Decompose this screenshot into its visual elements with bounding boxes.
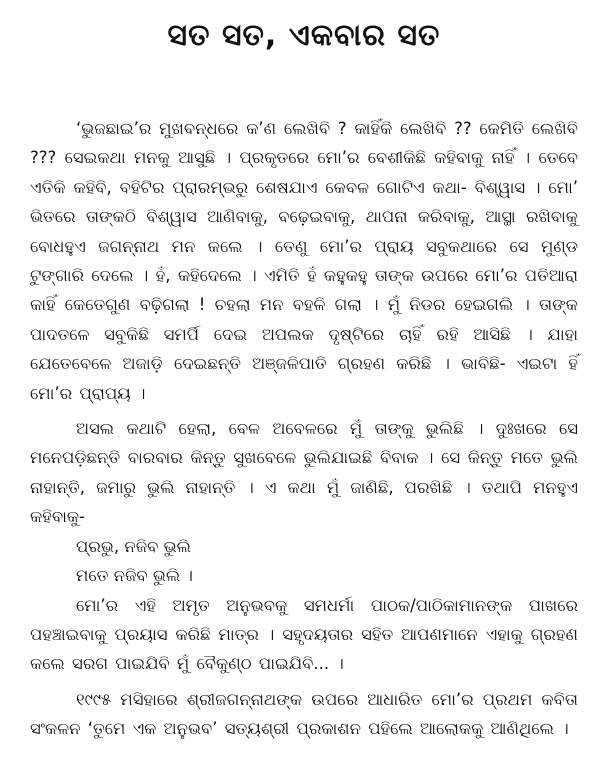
page-title: ସତ ସତ, ଏକବାର ସତ	[167, 18, 441, 53]
paragraph-forgetting: ଅସଲ କଥାଟି ହେଲା, ବେଳ ଅବେଳରେ ମୁଁ ତାଙ୍କୁ ଭୁଲିଛି । ଦୁଃଖରେ ସେ ମନେପଡ଼ିଛନ୍ତି ବାରବାର କିନ୍ତୁ ସୁଖବେଳେ ଭୁଲିଯାଇଛି ବିବାକ । ସେ କିନ୍ତୁ ମତେ ଭୁଲି ନାହାନ୍ତି, ଜମାରୁ ଭୁଲି ନାହାନ୍ତି । ଏ କଥା ମୁଁ ଜାଣିଛି, ପରଖିଛି । ତଥାପି ମନହୁଏ କହିବାକୁ-	[30, 419, 578, 527]
verse-line-1: ପ୍ରଭୁ, ନଜିବ ଭୁଲି	[76, 536, 191, 556]
verse-line-2: ମତେ ନଜିବ ଭୁଲି ।	[76, 566, 193, 586]
paragraph-offering: ମୋ’ର ଏହି ଅମୃତ ଅନୁଭବକୁ ସମଧର୍ମା ପାଠକ/ପାଠିକାମାନଙ୍କ ପାଖରେ ପହଞ୍ଚାଇବାକୁ ପ୍ରୟାସ କରିଛି ମାତ୍ର । ସହୃଦୟତାର ସହିତ ଆପଣମାନେ ଏହାକୁ ଗ୍ରହଣ କଲେ ସରଗ ପାଇଯିବି ମୁଁ ବୈକୁଣ୍ଠ ପାଇଯିବି... ।	[30, 595, 578, 674]
paragraph-intro: ‘ଭୁଜଛାଇ’ର ମୁଖବନ୍ଧରେ କ’ଣ ଲେଖିବି ? କାହିଁକି ଲେଖିବି ?? କେମିତି ଲେଖିବି ??? ସେଇକଥା ମନକୁ ଆସୁଛି । ପ୍ରକୃତରେ ମୋ’ର ବେଶୀକିଛି କହିବାକୁ ନାହିଁ । ତେବେ ଏତିକି କହିବି, ବହିଟିର ପ୍ରାରମ୍ଭରୁ ଶେଷଯାଏ କେବଳ ଗୋଟିଏ କଥା- ବିଶ୍ୱାସ । ମୋ’ ଭିତରେ ତାଙ୍କଠି ବିଶ୍ୱାସ ଆଣିବାକୁ, ବଢ଼େଇବାକୁ, ଥାପନା କରିବାକୁ, ଆସ୍ଥା ରଖିବାକୁ ବୋଧହୁଏ ଜଗନ୍ନାଥ ମନ କଲେ । ତେଣୁ ମୋ’ର ପ୍ରାୟ ସବୁକଥାରେ ସେ ମୁଣ୍ଡ ଟୁଙ୍ଗାରି ଦେଲେ । ହଁ, କହିଦେଲେ । ଏମିତି ହଁ କହୁକହୁ ତାଙ୍କ ଉପରେ ମୋ’ର ପତିଆରା କାହିଁ କେତେଗୁଣ ବଢ଼ିଗଲା ! ଚହଲା ମନ ବହଳି ଗଲା । ମୁଁ ନିଡର ହେଇଗଲି । ତାଙ୍କ ପାଦତଳେ ସବୁକିଛି ସମର୍ପି ଦେଇ ଅପଲକ ଦୃଷ୍ଟିରେ ଚାହିଁ ରହି ଆସିଛି । ଯାହା ଯେତେବେଳେ ଅଜାଡ଼ି ଦେଇଛନ୍ତି ଅଞ୍ଜଳିପାତି ଗ୍ରହଣ କରିଛି । ଭାବିଛି- ଏଇଟା ହିଁ ମୋ’ର ପ୍ରାପ୍ୟ ।	[30, 119, 578, 403]
paragraph-first-collection: ୧୯୯୫ ମସିହାରେ ଶ୍ରୀଜଗନ୍ନାଥଙ୍କ ଉପରେ ଆଧାରିତ ମୋ’ର ପ୍ରଥମ କବିତା ସଂକଳନ ‘ତୁମେ ଏକ ଅନୁଭବ’ ସତ୍ୟଶ୍ରୀ ପ୍ରକାଶନ ପହିଲେ ଆଲୋକକୁ ଆଣିଥିଲେ ।	[30, 689, 578, 739]
